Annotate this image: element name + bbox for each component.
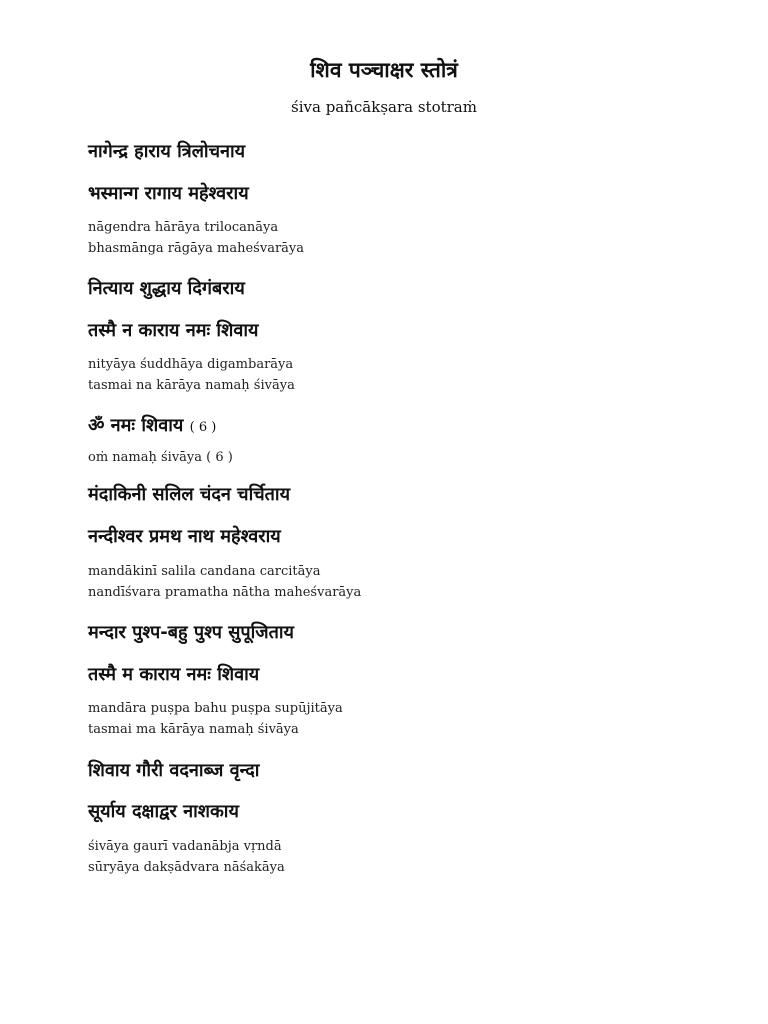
- verse-1-transliteration: [88, 217, 304, 259]
- transliteration-line: nandīśvara pramatha nātha maheśvarāya: [88, 585, 362, 600]
- verse-2-transliteration: [88, 354, 295, 396]
- transliteration-line: śivāya gaurī vadanābja vṛndā: [88, 839, 282, 854]
- refrain-line: [88, 413, 216, 441]
- verse-4-transliteration: [88, 698, 343, 740]
- verse-4-line-2: तस्मै म काराय नमः शिवाय: [88, 664, 260, 685]
- verse-3-line-1: मंदाकिनी सलिल चंदन चर्चिताय: [88, 484, 291, 505]
- transliteration-line: tasmai na kārāya namaḥ śivāya: [88, 378, 295, 393]
- verse-5-transliteration: [88, 836, 285, 878]
- transliteration-line: nityāya śuddhāya digambarāya: [88, 357, 294, 372]
- verse-5-line-2: सूर्याय दक्षाद्वर नाशकाय: [88, 801, 239, 822]
- transliteration-line: mandāra puṣpa bahu puṣpa supūjitāya: [88, 701, 343, 716]
- verse-4-line-1: मन्दार पुश्प-बहु पुश्प सुपूजिताय: [88, 622, 294, 643]
- transliteration-line: bhasmānga rāgāya maheśvarāya: [88, 241, 305, 256]
- refrain-transliteration: oṁ namaḥ śivāya ( 6 ): [88, 450, 233, 465]
- verse-1-line-1: नागेन्द्र हाराय त्रिलोचनाय: [88, 141, 246, 162]
- page-subtitle: śiva pañcākṣara stotraṁ: [291, 98, 477, 116]
- verse-3-transliteration: [88, 561, 361, 603]
- page-title: शिव पञ्चाक्षर स्तोत्रं: [310, 58, 458, 82]
- verse-1-line-2: भस्मान्ग रागाय महेश्वराय: [88, 183, 249, 204]
- refrain-devanagari: ॐ नमः शिवाय: [88, 415, 184, 436]
- refrain-count: ( 6 ): [189, 420, 217, 435]
- verse-5-line-1: शिवाय गौरी वदनाब्ज वृन्दा: [88, 760, 260, 781]
- verse-2-line-2: तस्मै न काराय नमः शिवाय: [88, 320, 259, 341]
- transliteration-line: sūryāya dakṣādvara nāśakāya: [88, 860, 285, 875]
- transliteration-line: mandākinī salila candana carcitāya: [88, 564, 321, 579]
- transliteration-line: nāgendra hārāya trilocanāya: [88, 220, 279, 235]
- transliteration-line: tasmai ma kārāya namaḥ śivāya: [88, 722, 299, 737]
- verse-3-line-2: नन्दीश्वर प्रमथ नाथ महेश्वराय: [88, 526, 281, 547]
- verse-2-line-1: नित्याय शुद्धाय दिगंबराय: [88, 278, 245, 299]
